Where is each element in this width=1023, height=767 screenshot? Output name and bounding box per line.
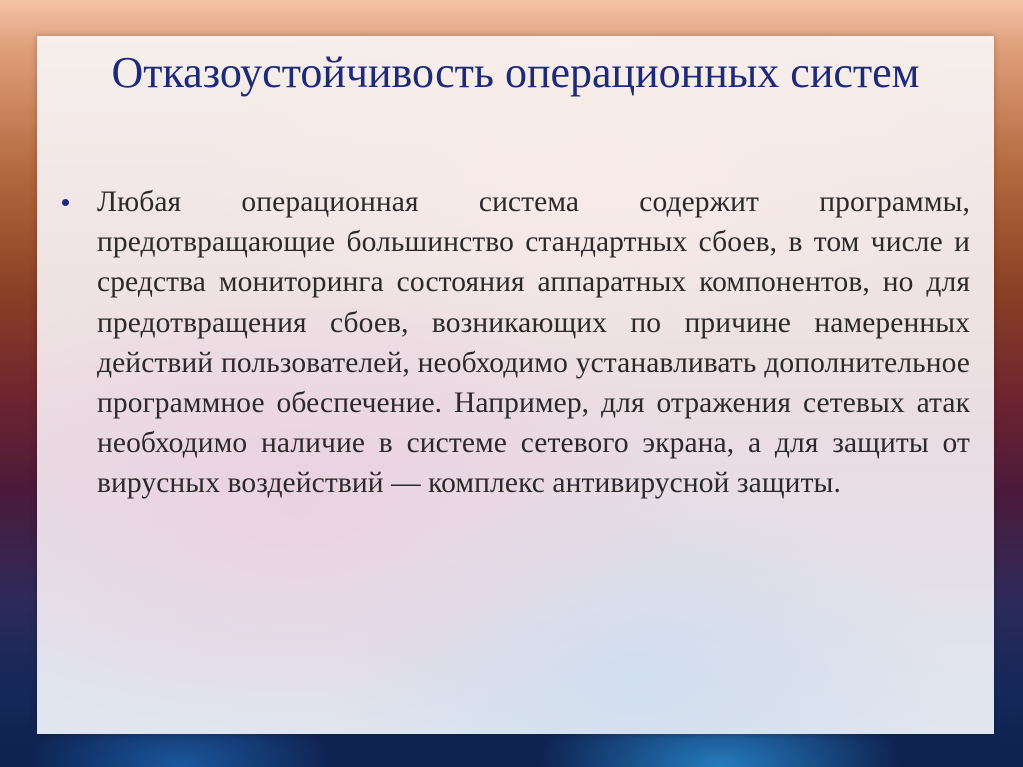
slide-content bbox=[62, 182, 970, 504]
bullet-dot-icon bbox=[62, 199, 69, 206]
bullet-text: Любая операционная система содержит программы, предотвращающие большинство стандартных сбоев, в том числе и средства мониторинга состояния аппаратных компонентов, но для предотвращения сбоев, возникающих по причине намеренных действий пользователей, необходимо устанавливать дополнительное программное обеспечение. Например, для отражения сетевых атак необходимо наличие в системе сетевого экрана, а для защиты от вирусных воздействий — комплекс антивирусной защиты. bbox=[97, 186, 970, 500]
bullet-item bbox=[62, 182, 970, 504]
slide-panel bbox=[37, 36, 994, 734]
slide-title: Отказоустойчивость операционных систем bbox=[111, 48, 920, 97]
